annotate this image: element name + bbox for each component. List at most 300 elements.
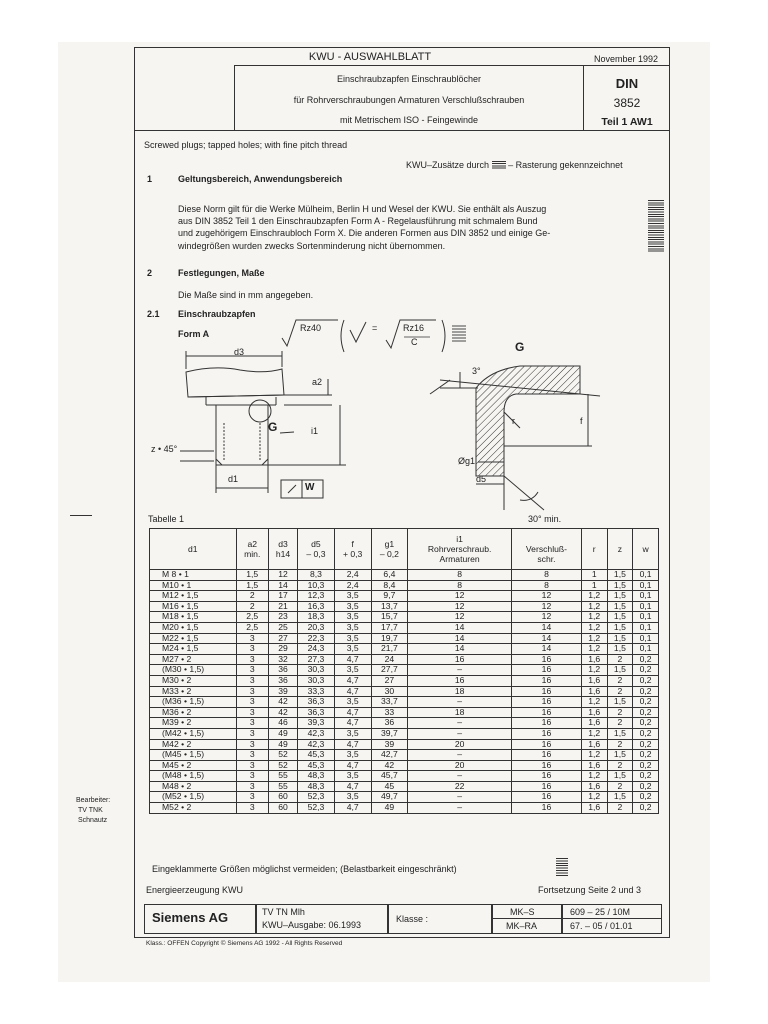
table-row — [150, 601, 659, 612]
table-header-cell — [334, 529, 371, 570]
roughness-rz40: Rz40 — [300, 323, 322, 333]
header-title: KWU - AUSWAHLBLATT — [308, 51, 432, 63]
table-cell: 3,5 — [334, 697, 371, 708]
table-cell: 29 — [268, 644, 297, 655]
table-cell: 0,2 — [633, 697, 659, 708]
kwu-note-b: – Rasterung gekennzeichnet — [508, 160, 623, 170]
table-cell: 2 — [607, 781, 633, 792]
bearbeiter-dept: TV TNK — [78, 807, 103, 814]
table-header-text: f — [351, 539, 354, 549]
table-cell: 1,6 — [581, 686, 607, 697]
table-cell: 1,2 — [581, 697, 607, 708]
table-cell: 0,2 — [633, 739, 659, 750]
table-cell: 1 — [581, 580, 607, 591]
table-cell: 1,5 — [607, 601, 633, 612]
table-cell: 3,5 — [334, 612, 371, 623]
table-row — [150, 612, 659, 623]
table-cell: 18 — [408, 707, 512, 718]
table-cell: 3 — [236, 644, 268, 655]
table-cell: 16 — [512, 718, 582, 729]
table-cell: (M45 • 1,5) — [150, 750, 237, 761]
table-cell: 1,2 — [581, 665, 607, 676]
table-row — [150, 580, 659, 591]
table-cell: 16 — [512, 686, 582, 697]
dim-d1: d1 — [228, 474, 239, 484]
table-cell: 1,5 — [607, 622, 633, 633]
section-2-number: 2 — [147, 268, 153, 278]
table-cell: 42,3 — [298, 739, 335, 750]
table-cell: 2 — [236, 591, 268, 602]
dim-i1: i1 — [311, 426, 319, 436]
section-1-number: 1 — [147, 174, 153, 184]
table-header-text: r — [592, 544, 596, 554]
table-cell: 0,2 — [633, 675, 659, 686]
table-cell: M39 • 2 — [150, 718, 237, 729]
dim-g1: Øg1 — [458, 456, 476, 466]
table-cell: 0,2 — [633, 686, 659, 697]
kwu-note — [406, 160, 623, 171]
table-cell: 14 — [512, 633, 582, 644]
table-row — [150, 675, 659, 686]
table-cell: 16 — [512, 675, 582, 686]
table-cell: 2 — [607, 760, 633, 771]
dimension-table — [149, 528, 659, 814]
bearbeiter-label: Bearbeiter: — [76, 797, 111, 804]
table-cell: 3 — [236, 686, 268, 697]
table-cell: 49 — [371, 803, 408, 814]
table-cell: 0,1 — [633, 612, 659, 623]
table-cell: 1,6 — [581, 803, 607, 814]
table-cell: M30 • 2 — [150, 675, 237, 686]
table-header-text: h14 — [275, 549, 291, 559]
table-cell: 1,5 — [607, 728, 633, 739]
table-cell: 18 — [408, 686, 512, 697]
table-cell: 45,3 — [298, 750, 335, 761]
table-cell: 49 — [268, 739, 297, 750]
table-cell: 30 — [371, 686, 408, 697]
table-cell: 17 — [268, 591, 297, 602]
table-cell: 16 — [512, 792, 582, 803]
table-cell: 3 — [236, 771, 268, 782]
bearbeiter-name: Schnautz — [78, 817, 108, 824]
table-row — [150, 633, 659, 644]
section-21-number: 2.1 — [147, 309, 160, 319]
table-cell: 14 — [268, 580, 297, 591]
table-cell: 3,5 — [334, 622, 371, 633]
detail-g-marker: G — [268, 420, 278, 434]
table-cell: M33 • 2 — [150, 686, 237, 697]
detail-g-drawing — [420, 350, 610, 520]
table-cell: 24 — [371, 654, 408, 665]
table-cell: M45 • 2 — [150, 760, 237, 771]
table-cell: 30,3 — [298, 665, 335, 676]
section-21-title: Einschraubzapfen — [178, 309, 256, 319]
table-header-cell — [633, 529, 659, 570]
table-cell: 3 — [236, 665, 268, 676]
table-row — [150, 728, 659, 739]
table-cell: 1,6 — [581, 718, 607, 729]
table-cell: 1,2 — [581, 728, 607, 739]
table-row — [150, 665, 659, 676]
table-cell: 2 — [607, 654, 633, 665]
section-1-raster-icon — [648, 200, 664, 252]
table-cell: – — [408, 665, 512, 676]
dim-w: W — [305, 482, 315, 493]
table-cell: – — [408, 792, 512, 803]
table-cell: 1,5 — [607, 612, 633, 623]
table-cell: 2,5 — [236, 622, 268, 633]
table-cell: 14 — [512, 644, 582, 655]
table-header-cell — [408, 529, 512, 570]
table-cell: 18,3 — [298, 612, 335, 623]
table-cell: M27 • 2 — [150, 654, 237, 665]
table-cell: 15,7 — [371, 612, 408, 623]
table-cell: 52,3 — [298, 792, 335, 803]
table-cell: 8 — [512, 570, 582, 581]
table-cell: 4,7 — [334, 707, 371, 718]
table-cell: 45,7 — [371, 771, 408, 782]
table-header-text: w — [642, 544, 649, 554]
table-cell: 52 — [268, 750, 297, 761]
table-cell: 3 — [236, 707, 268, 718]
margin-mark — [70, 515, 92, 516]
table-cell: M22 • 1,5 — [150, 633, 237, 644]
table-cell: 16 — [408, 654, 512, 665]
table-cell: 9,7 — [371, 591, 408, 602]
energie-label: Energieerzeugung KWU — [146, 885, 244, 895]
table-header-text: Armaturen — [439, 554, 480, 564]
table-cell: 14 — [408, 622, 512, 633]
table-cell: M20 • 1,5 — [150, 622, 237, 633]
detail-g-title: G — [515, 340, 525, 354]
table-cell: 1,5 — [607, 771, 633, 782]
table-header-text: i1 — [456, 534, 463, 544]
table-cell: 22 — [408, 781, 512, 792]
table-cell: 0,2 — [633, 728, 659, 739]
table-cell: 0,2 — [633, 760, 659, 771]
footer-code2: 67. – 05 / 01.01 — [570, 921, 633, 931]
table-cell: 52,3 — [298, 803, 335, 814]
table-header-text: d5 — [311, 539, 321, 549]
dim-3deg: 3° — [472, 366, 481, 376]
footer-ausgabe: KWU–Ausgabe: 06.1993 — [262, 920, 362, 930]
table-cell: 2,5 — [236, 612, 268, 623]
table-cell: 33 — [371, 707, 408, 718]
din-number: 3852 — [613, 96, 641, 110]
table-cell: 60 — [268, 803, 297, 814]
footer-company: Siemens AG — [152, 910, 229, 925]
table-cell: 20 — [408, 739, 512, 750]
table-cell: 1,5 — [607, 633, 633, 644]
table-cell: 16 — [512, 654, 582, 665]
table-header-text: g1 — [384, 539, 395, 549]
table-cell: 3,5 — [334, 591, 371, 602]
table-cell: 36,3 — [298, 697, 335, 708]
header-line3: mit Metrischem ISO - Feingewinde — [339, 115, 479, 125]
table-row — [150, 739, 659, 750]
table-cell: 14 — [512, 622, 582, 633]
table-cell: 2 — [607, 707, 633, 718]
dim-z45: z • 45° — [151, 444, 178, 454]
table-cell: 8 — [408, 580, 512, 591]
table-cell: 3,5 — [334, 665, 371, 676]
table-cell: 3,5 — [334, 728, 371, 739]
table-cell: 42 — [268, 697, 297, 708]
table-row — [150, 792, 659, 803]
table-cell: 3 — [236, 654, 268, 665]
table-cell: 4,7 — [334, 803, 371, 814]
table-cell: 12 — [512, 601, 582, 612]
table-cell: 1,6 — [581, 739, 607, 750]
table-cell: 12 — [512, 591, 582, 602]
table-cell: 16 — [512, 728, 582, 739]
table-row — [150, 644, 659, 655]
table-row — [150, 622, 659, 633]
table-cell: 42,7 — [371, 750, 408, 761]
table-cell: 0,2 — [633, 654, 659, 665]
table-cell: M52 • 2 — [150, 803, 237, 814]
table-cell: 49 — [268, 728, 297, 739]
table-cell: 8 — [408, 570, 512, 581]
table-cell: 1,2 — [581, 612, 607, 623]
table-cell: 19,7 — [371, 633, 408, 644]
table-cell: 23 — [268, 612, 297, 623]
table-header-cell — [236, 529, 268, 570]
table-cell: 1,5 — [607, 697, 633, 708]
table-cell: 27 — [268, 633, 297, 644]
table-cell: 3,5 — [334, 601, 371, 612]
table-header-cell — [371, 529, 408, 570]
table-cell: 2,4 — [334, 580, 371, 591]
table-header-text: d1 — [188, 544, 198, 554]
table-cell: 16 — [512, 750, 582, 761]
table-cell: 36,3 — [298, 707, 335, 718]
header-line2: für Rohrverschraubungen Armaturen Verschlußschrauben — [293, 95, 525, 105]
table-cell: 48,3 — [298, 781, 335, 792]
english-title: Screwed plugs; tapped holes; with fine pitch thread — [144, 140, 348, 150]
table-row — [150, 718, 659, 729]
table-row — [150, 781, 659, 792]
table-row — [150, 591, 659, 602]
footer-mk-s: MK–S — [510, 907, 535, 917]
table-cell: – — [408, 803, 512, 814]
table-header-text: Verschluß- — [525, 544, 567, 554]
table-cell: 1,5 — [607, 580, 633, 591]
table-cell: 3 — [236, 781, 268, 792]
table-cell: 3,5 — [334, 644, 371, 655]
table-cell: 39 — [268, 686, 297, 697]
table-cell: 3,5 — [334, 771, 371, 782]
table-cell: 60 — [268, 792, 297, 803]
table-cell: 27,7 — [371, 665, 408, 676]
table-cell: 17,7 — [371, 622, 408, 633]
table-cell: 55 — [268, 771, 297, 782]
table-cell: 39,3 — [298, 718, 335, 729]
table-cell: 8 — [512, 580, 582, 591]
table-cell: 42 — [371, 760, 408, 771]
table-cell: 1,2 — [581, 633, 607, 644]
dim-a2: a2 — [312, 377, 323, 387]
table-header-cell — [268, 529, 297, 570]
section-2-text: Die Maße sind in mm angegeben. — [178, 290, 314, 300]
table-cell: 1,6 — [581, 654, 607, 665]
footer-mk-ra: MK–RA — [506, 921, 538, 931]
table-cell: – — [408, 697, 512, 708]
table-cell: 45 — [371, 781, 408, 792]
table-cell: 13,7 — [371, 601, 408, 612]
table-cell: 1 — [581, 570, 607, 581]
table-cell: 16 — [512, 760, 582, 771]
table-header-row — [150, 529, 659, 570]
table-cell: 0,2 — [633, 792, 659, 803]
table-cell: 0,2 — [633, 750, 659, 761]
table-cell: 0,1 — [633, 644, 659, 655]
table-cell: 8,4 — [371, 580, 408, 591]
table-cell: 3,5 — [334, 792, 371, 803]
table-header-text: min. — [244, 549, 261, 559]
table-row — [150, 686, 659, 697]
section-1-line1: Diese Norm gilt für die Werke Mülheim, Berlin H und Wesel der KWU. Sie enthält als Auszug — [178, 204, 547, 214]
table-cell: 3 — [236, 718, 268, 729]
table-header-cell — [298, 529, 335, 570]
table-cell: 0,2 — [633, 665, 659, 676]
table-cell: 10,3 — [298, 580, 335, 591]
table-cell: M42 • 2 — [150, 739, 237, 750]
table-cell: 1,5 — [236, 580, 268, 591]
table-cell: – — [408, 771, 512, 782]
table-cell: 3 — [236, 750, 268, 761]
table-cell: – — [408, 728, 512, 739]
table-cell: 12 — [512, 612, 582, 623]
table-cell: 1,6 — [581, 675, 607, 686]
table-cell: 52 — [268, 760, 297, 771]
table-header-text: d3 — [278, 539, 288, 549]
table-body — [150, 570, 659, 814]
section-1-line4: windegrößen wurden zwecks Sortenminderung nicht übernommen. — [178, 241, 446, 251]
table-cell: 16,3 — [298, 601, 335, 612]
table-cell: M12 • 1,5 — [150, 591, 237, 602]
table-cell: 16 — [512, 771, 582, 782]
table-cell: 16 — [512, 781, 582, 792]
note-raster-icon — [556, 858, 568, 876]
table-cell: 21 — [268, 601, 297, 612]
table-header-text: z — [617, 544, 623, 554]
table-cell: 6,4 — [371, 570, 408, 581]
table-cell: 46 — [268, 718, 297, 729]
table-cell: M36 • 2 — [150, 707, 237, 718]
table-cell: 1,2 — [581, 792, 607, 803]
table-cell: 2 — [607, 803, 633, 814]
table-cell: 3 — [236, 792, 268, 803]
table-cell: 0,1 — [633, 591, 659, 602]
table-cell: M24 • 1,5 — [150, 644, 237, 655]
table-cell: 2 — [607, 739, 633, 750]
dim-d5: d5 — [476, 474, 487, 484]
section-2-title: Festlegungen, Maße — [178, 268, 265, 278]
table-cell: 4,7 — [334, 718, 371, 729]
footer-dept: TV TN Mlh — [262, 907, 305, 917]
section-1-line3: und zugehörigem Einschraubloch Form X. Die anderen Formen aus DIN 3852 und einige Ge- — [178, 228, 551, 238]
table-cell: 24,3 — [298, 644, 335, 655]
footer-code1: 609 – 25 / 10M — [570, 907, 631, 917]
table-cell: – — [408, 718, 512, 729]
table-cell: 42,3 — [298, 728, 335, 739]
table-row — [150, 760, 659, 771]
table-cell: 20 — [408, 760, 512, 771]
table-cell: 1,2 — [581, 622, 607, 633]
table-cell: M10 • 1 — [150, 580, 237, 591]
roughness-equals: = — [372, 323, 378, 333]
table-cell: 0,1 — [633, 580, 659, 591]
footer-klasse: Klasse : — [396, 914, 429, 924]
table-cell: M 8 • 1 — [150, 570, 237, 581]
table-cell: 3 — [236, 697, 268, 708]
table-cell: 22,3 — [298, 633, 335, 644]
table-cell: 3 — [236, 728, 268, 739]
table-cell: 0,1 — [633, 622, 659, 633]
table-cell: – — [408, 750, 512, 761]
table-cell: 3 — [236, 633, 268, 644]
table-cell: 2,4 — [334, 570, 371, 581]
header-bottom-rule — [134, 130, 670, 131]
table-header-text: + 0,3 — [342, 549, 363, 559]
table-header-text: a2 — [247, 539, 258, 549]
table-cell: 33,7 — [371, 697, 408, 708]
table-cell: 1,5 — [607, 792, 633, 803]
table-cell: 2 — [607, 686, 633, 697]
table-header-text: – 0,2 — [379, 549, 399, 559]
table-cell: 8,3 — [298, 570, 335, 581]
table-cell: 0,2 — [633, 707, 659, 718]
table-cell: 4,7 — [334, 739, 371, 750]
table-cell: 14 — [408, 644, 512, 655]
table-cell: 1,5 — [607, 750, 633, 761]
table-header-text: schr. — [537, 554, 556, 564]
table-cell: 1,5 — [236, 570, 268, 581]
table-cell: (M36 • 1,5) — [150, 697, 237, 708]
table-cell: 4,7 — [334, 675, 371, 686]
table-header-cell — [607, 529, 633, 570]
table-cell: (M48 • 1,5) — [150, 771, 237, 782]
table-cell: 16 — [512, 803, 582, 814]
table-label: Tabelle 1 — [148, 514, 185, 524]
table-cell: 1,2 — [581, 601, 607, 612]
table-cell: 32 — [268, 654, 297, 665]
table-cell: 27 — [371, 675, 408, 686]
table-cell: 0,2 — [633, 771, 659, 782]
table-cell: 0,1 — [633, 601, 659, 612]
fortsetzung-label: Fortsetzung Seite 2 und 3 — [538, 885, 642, 895]
table-cell: 0,2 — [633, 781, 659, 792]
table-cell: 1,5 — [607, 665, 633, 676]
table-cell: 0,2 — [633, 803, 659, 814]
table-cell: 45,3 — [298, 760, 335, 771]
table-cell: M18 • 1,5 — [150, 612, 237, 623]
table-cell: 21,7 — [371, 644, 408, 655]
section-1-line2: aus DIN 3852 Teil 1 den Einschraubzapfen Form A - Regelausführung mit schmalem Bund — [178, 216, 538, 226]
table-cell: 39,7 — [371, 728, 408, 739]
table-cell: 55 — [268, 781, 297, 792]
section-1-title: Geltungsbereich, Anwendungsbereich — [178, 174, 343, 184]
plug-drawing — [144, 345, 384, 520]
table-cell: 3 — [236, 760, 268, 771]
dim-r: r — [512, 416, 515, 426]
table-cell: 25 — [268, 622, 297, 633]
roughness-rz16: Rz16 — [403, 323, 425, 333]
table-cell: 16 — [512, 739, 582, 750]
table-cell: 12 — [408, 612, 512, 623]
table-row — [150, 750, 659, 761]
